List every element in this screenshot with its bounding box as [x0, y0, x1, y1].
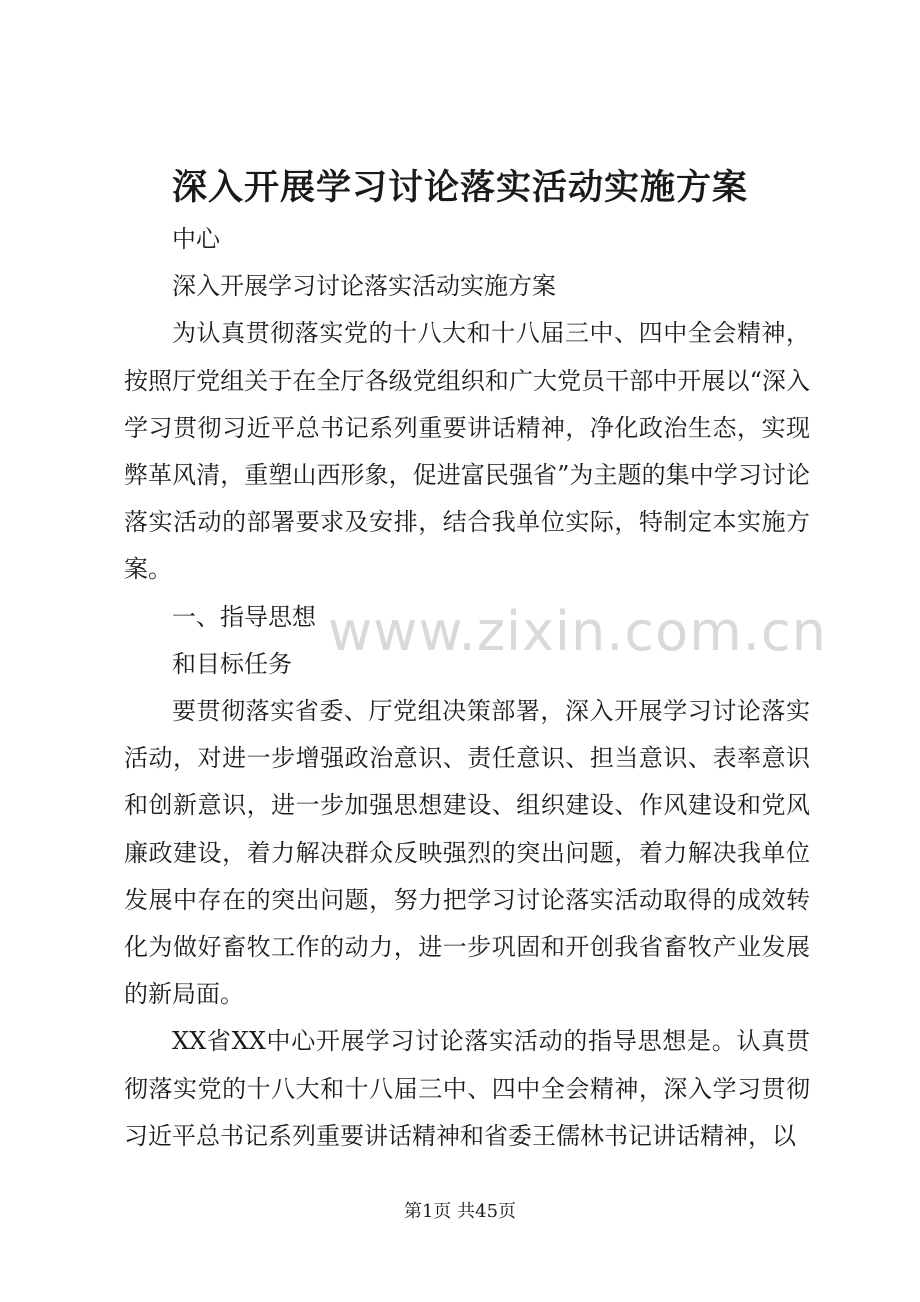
paragraph: 要贯彻落实省委、厅党组决策部署，深入开展学习讨论落实活动，对进一步增强政治意识、责任意识、担当意识、表率意识和创新意识，进一步加强思想建设、组织建设、作风建设和党风廉政建设，着力解决群众反映强烈的突出问题，着力解决我单位发展中存在的突出问题，努力把学习讨论落实活动取得的成效转化为做好畜牧工作的动力，进一步巩固和开创我省畜牧产业发展的新局面。 — [124, 697, 810, 1009]
paragraph: XX省XX中心开展学习讨论落实活动的指导思想是。认真贯彻落实党的十八大和十八届三中、四中全会精神，深入学习贯彻习近平总书记系列重要讲话精神和省委王儒林书记讲话精神，以 — [124, 1027, 810, 1150]
paragraph: 为认真贯彻落实党的十八大和十八届三中、四中全会精神，按照厅党组关于在全厅各级党组织和广大党员干部中开展以“深入学习贯彻习近平总书记系列重要讲话精神，净化政治生态，实现弊革风清，重塑山西形象，促进富民强省”为主题的集中学习讨论落实活动的部署要求及安排，结合我单位实际，特制定本实施方案。 — [124, 319, 810, 584]
document-title: 深入开展学习讨论落实活动实施方案 — [171, 167, 748, 208]
paragraph: 深入开展学习讨论落实活动实施方案 — [172, 272, 556, 301]
section-heading: 和目标任务 — [172, 649, 292, 678]
watermark: www.zixin.com.cn — [328, 600, 827, 663]
paragraph: 中心 — [172, 225, 220, 253]
section-heading: 一、指导思想 — [172, 602, 316, 631]
page-footer: 第1页 共45页 — [403, 1201, 517, 1222]
document-body — [124, 216, 810, 1160]
